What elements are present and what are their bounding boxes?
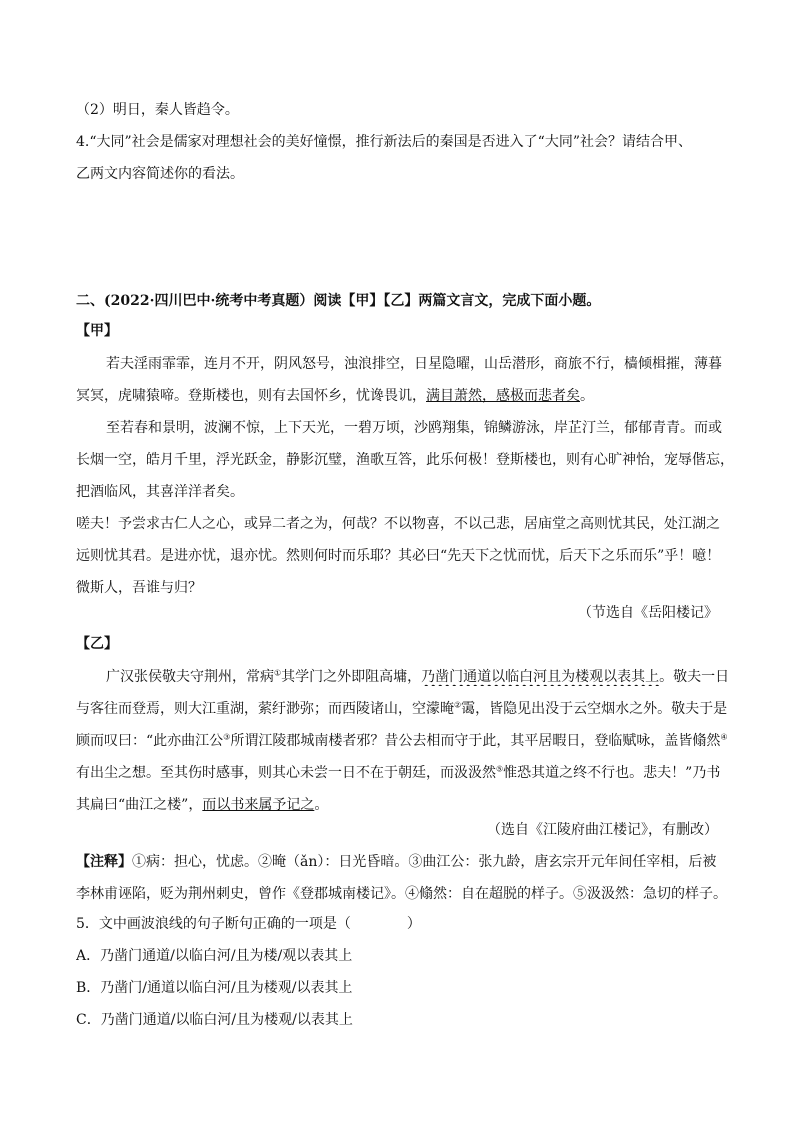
underlined-sentence: 满目萧然，感极而悲者矣 [426, 388, 580, 404]
option-c: C．乃凿门通道/以临白河/且为楼观/以表其上 [76, 1012, 353, 1028]
footnote-marker: ⑤ [496, 764, 504, 774]
passage-yi-line [76, 764, 734, 782]
passage-yi-line [106, 668, 734, 686]
text-span: 广汉张侯敬夫守荆州，常病 [106, 669, 274, 685]
notes-label: 【注释】 [76, 854, 132, 870]
passage-yi-line [76, 700, 734, 718]
text-span: ①病：担心，忧虑。②晻（ǎn）：日光昏暗。③曲江公：张九龄，唐玄宗开元年间任宰相，后被 [132, 854, 717, 870]
question-5: 5．文中画波浪线的句子断句正确的一项是（ ） [76, 916, 421, 932]
passage-jia-line: 嗟夫！予尝求古仁人之心，或异二者之为，何哉？不以物喜，不以己悲，居庙堂之高则忧其民，处江湖之 [76, 516, 720, 532]
passage-jia-line: 微斯人，吾谁与归？ [76, 580, 202, 596]
text-span: 有出尘之想。至其伤时感事，则其心未尝一日不在于朝廷，而汲汲然 [76, 765, 496, 781]
question-3-item-2: （2）明日，秦人皆趋令。 [76, 102, 239, 118]
passage-jia-label: 【甲】 [76, 323, 118, 339]
passage-yi-source: （选自《江陵府曲江楼记》，有删改） [487, 822, 718, 838]
text-span: 。 [580, 388, 594, 404]
notes-line-1 [76, 853, 734, 871]
footnote-marker: ① [274, 668, 282, 678]
section-2-heading: 二、(2022·四川巴中·统考中考真题）阅读【甲】【乙】两篇文言文，完成下面小题。 [76, 293, 601, 309]
passage-jia-line: 若夫淫雨霏霏，连月不开，阴风怒号，浊浪排空，日星隐曜，山岳潜形，商旅不行，樯倾楫摧，薄暮 [106, 356, 722, 372]
underlined-sentence: 而以书来属予记之 [202, 797, 315, 813]
footnote-marker: ③ [223, 732, 231, 742]
text-span: 所谓江陵郡城南楼者邪？昔公去相而守于此，其平居暇日，登临赋咏，盖皆翛然 [230, 733, 721, 749]
footnote-marker: ② [454, 700, 462, 710]
notes-line-2: 李林甫诬陷，贬为荆州刺史，曾作《登郡城南楼记》。④翛然：自在超脱的样子。⑤汲汲然：急切的样子。 [76, 886, 727, 902]
passage-jia-line: 长烟一空，皓月千里，浮光跃金，静影沉璧，渔歌互答，此乐何极！登斯楼也，则有心旷神怡，宠辱偕忘， [76, 452, 734, 468]
passage-jia-line: 远则忧其君。是进亦忧，退亦忧。然则何时而乐耶？其必曰“先天下之忧而忧，后天下之乐而乐”乎！噫！ [76, 548, 721, 564]
passage-jia-source: （节选自《岳阳楼记》 [578, 605, 718, 621]
text-span: 。敬夫一日 [659, 669, 730, 685]
text-span: 其学门之外即阻高墉， [281, 669, 422, 685]
passage-jia-line: 至若春和景明，波澜不惊，上下天光，一碧万顷，沙鸥翔集，锦鳞游泳，岸芷汀兰，郁郁青青。而或 [106, 420, 722, 436]
option-b: B．乃凿门/通道以临白河/且为楼观/以表其上 [76, 980, 353, 996]
passage-yi-label: 【乙】 [76, 636, 118, 652]
text-span: 与客往而登焉，则大江重湖，萦纡渺弥；而西陵诸山，空濛晻 [76, 701, 454, 717]
text-span: 霭，皆隐见出没于云空烟水之外。敬夫于是 [461, 701, 728, 717]
wavy-underlined-sentence: 乃凿门通道以临白河且为楼观以表其上 [421, 669, 660, 685]
text-span: 。 [314, 797, 329, 813]
option-a: A．乃凿门通道/以临白河/且为楼/观以表其上 [76, 948, 353, 964]
passage-yi-line [76, 732, 734, 750]
text-span: 冥冥，虎啸猿啼。登斯楼也，则有去国怀乡，忧谗畏讥， [76, 388, 426, 404]
passage-jia-line: 把酒临风，其喜洋洋者矣。 [76, 484, 244, 500]
text-span: 其扁曰“曲江之楼”， [76, 797, 203, 813]
question-4-line-2: 乙两文内容简述你的看法。 [76, 166, 244, 182]
passage-yi-line [76, 796, 734, 814]
passage-jia-line [76, 387, 734, 405]
footnote-marker: ④ [720, 732, 728, 742]
text-span: 顾而叹曰：“此亦曲江公 [76, 733, 224, 749]
text-span: 惟恐其道之终不行也。悲夫！”乃书 [503, 765, 721, 781]
question-4-line-1: 4.“大同”社会是儒家对理想社会的美好憧憬，推行新法后的秦国是否进入了“大同”社会？请结合甲、 [76, 134, 692, 150]
